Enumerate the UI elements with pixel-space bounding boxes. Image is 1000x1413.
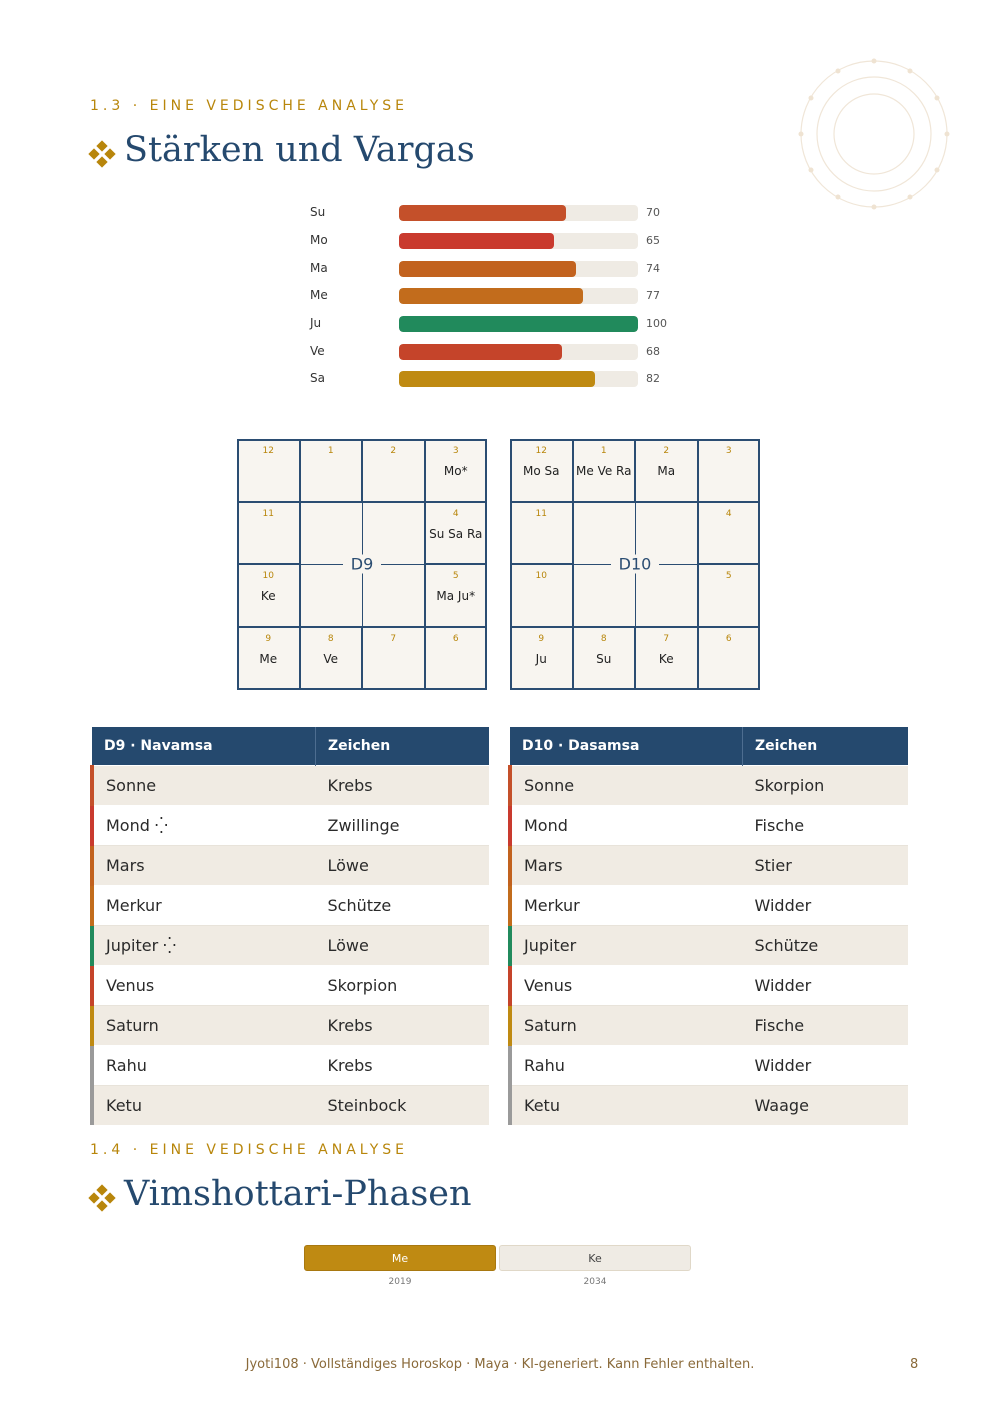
house-cell (698, 627, 761, 690)
house-cell (300, 439, 363, 502)
planet-cell: Mond (510, 806, 743, 846)
sign-cell: Krebs (316, 1006, 490, 1046)
dasha-year: 2034 (583, 1277, 607, 1287)
house-number: 2 (663, 446, 670, 456)
planet-cell: Sonne (510, 766, 743, 806)
chart-center (573, 502, 698, 627)
house-number: 11 (262, 508, 274, 519)
table-row (92, 886, 489, 926)
section-title: Stärken und Vargas (124, 130, 475, 170)
table-row (510, 1086, 908, 1126)
table-row (510, 806, 908, 846)
strength-bar (399, 316, 638, 332)
planet-cell: Jupiter (510, 926, 743, 966)
strength-label: Sa (310, 371, 325, 385)
strength-value: 82 (646, 372, 660, 385)
table-row (510, 1046, 908, 1086)
strength-bar (399, 205, 566, 221)
strength-value: 65 (646, 234, 660, 247)
house-cell (635, 627, 698, 690)
planet-cell: Mars (510, 846, 743, 886)
strength-bar (399, 371, 595, 387)
d9-table (90, 727, 489, 1125)
section-heading (90, 1174, 472, 1214)
section-kicker: 1.4 · EINE VEDISCHE ANALYSE (90, 1142, 409, 1158)
sign-cell: Skorpion (743, 766, 909, 806)
house-number: 12 (262, 446, 274, 456)
house-planets: Ve (323, 652, 339, 667)
house-cell (573, 439, 636, 502)
house-number: 3 (452, 446, 459, 456)
table-header: Zeichen (316, 727, 490, 766)
house-cell (237, 439, 300, 502)
house-cell (237, 627, 300, 690)
diamond-icon (90, 1186, 114, 1210)
house-cell (573, 627, 636, 690)
table-header: Zeichen (743, 727, 909, 766)
d10-table (508, 727, 908, 1125)
planet-cell: Saturn (92, 1006, 316, 1046)
house-number: 12 (535, 446, 547, 456)
d9-chart (237, 439, 487, 690)
sign-cell: Stier (743, 846, 909, 886)
strength-bar (399, 233, 554, 249)
house-cell (510, 502, 573, 565)
house-planets: Me Ve Ra (576, 464, 632, 478)
house-cell (698, 439, 761, 502)
table-row (92, 1046, 489, 1086)
house-planets: Ju (535, 652, 547, 667)
table-row (92, 926, 489, 966)
planet-cell: Sonne (92, 766, 316, 806)
sign-cell: Krebs (316, 766, 490, 806)
house-number: 11 (535, 508, 547, 519)
house-planets: Ke (658, 652, 674, 667)
house-cell (425, 439, 488, 502)
sign-cell: Skorpion (316, 966, 490, 1006)
house-number: 8 (600, 634, 607, 645)
chart-center (300, 502, 425, 627)
strength-bar (399, 261, 576, 277)
planet-cell: Venus (92, 966, 316, 1006)
sign-cell: Steinbock (316, 1086, 490, 1126)
house-number: 8 (327, 634, 334, 645)
section-heading (90, 130, 475, 170)
sign-cell: Krebs (316, 1046, 490, 1086)
house-number: 9 (265, 634, 272, 645)
strength-label: Ma (310, 261, 328, 275)
house-number: 3 (725, 446, 732, 456)
house-number: 6 (452, 634, 459, 645)
strength-value: 77 (646, 289, 660, 302)
house-cell (237, 564, 300, 627)
strength-label: Ju (310, 316, 322, 330)
strength-track (399, 261, 638, 277)
sign-cell: Schütze (316, 886, 490, 926)
house-cell (425, 564, 488, 627)
planet-cell: Saturn (510, 1006, 743, 1046)
strength-track (399, 288, 638, 304)
sign-cell: Widder (743, 1046, 909, 1086)
table-row (510, 926, 908, 966)
sign-cell: Fische (743, 1006, 909, 1046)
house-cell (425, 627, 488, 690)
mandala-ornament (798, 58, 950, 210)
planet-cell: Rahu (92, 1046, 316, 1086)
house-cell (698, 564, 761, 627)
planet-cell: Merkur (92, 886, 316, 926)
house-cell (425, 502, 488, 565)
planet-cell: Rahu (510, 1046, 743, 1086)
sign-cell: Zwillinge (316, 806, 490, 846)
diamond-icon (90, 142, 114, 166)
planet-cell: Ketu (92, 1086, 316, 1126)
strength-label: Me (310, 288, 328, 302)
house-number: 7 (663, 634, 670, 645)
sign-cell: Widder (743, 966, 909, 1006)
house-number: 4 (452, 508, 459, 519)
house-number: 9 (538, 634, 545, 645)
house-number: 10 (535, 571, 547, 582)
page-number: 8 (910, 1357, 919, 1372)
house-planets: Mo* (443, 464, 468, 478)
sign-cell: Fische (743, 806, 909, 846)
strength-track (399, 344, 638, 360)
planet-cell: Mars (92, 846, 316, 886)
strength-track (399, 233, 638, 249)
chart-label (301, 555, 424, 574)
d10-chart (510, 439, 760, 690)
table-row (92, 1006, 489, 1046)
section-title: Vimshottari-Phasen (124, 1174, 472, 1214)
house-number: 6 (725, 634, 732, 645)
house-cell (510, 564, 573, 627)
table-header: D10 · Dasamsa (510, 727, 743, 766)
table-row (510, 846, 908, 886)
planet-cell: Venus (510, 966, 743, 1006)
house-planets: Su Sa Ra (429, 526, 483, 541)
table-row (510, 766, 908, 806)
strength-value: 70 (646, 206, 660, 219)
table-row (92, 766, 489, 806)
planet-cell: Mond ⁛ (92, 806, 316, 846)
sign-cell: Schütze (743, 926, 909, 966)
house-planets: Ma Ju* (436, 589, 476, 604)
sign-cell: Waage (743, 1086, 909, 1126)
house-number: 5 (452, 571, 459, 582)
planet-cell: Ketu (510, 1086, 743, 1126)
house-cell (510, 627, 573, 690)
house-cell (300, 627, 363, 690)
table-row (510, 966, 908, 1006)
house-number: 10 (262, 571, 274, 582)
house-planets: Me (259, 652, 278, 667)
strength-value: 74 (646, 262, 660, 275)
house-cell (698, 502, 761, 565)
table-row (92, 966, 489, 1006)
strength-track (399, 205, 638, 221)
strength-bar (399, 344, 562, 360)
dasha-year: 2019 (388, 1277, 412, 1287)
chart-label (574, 555, 697, 574)
strength-label: Su (310, 205, 326, 219)
house-cell (362, 627, 425, 690)
chart-label-text: D9 (343, 555, 382, 574)
sign-cell: Löwe (316, 926, 490, 966)
planet-cell: Jupiter ⁛ (92, 926, 316, 966)
house-cell (362, 439, 425, 502)
house-cell (237, 502, 300, 565)
house-planets: Su (596, 652, 612, 667)
strength-value: 100 (646, 317, 667, 330)
planet-cell: Merkur (510, 886, 743, 926)
strength-track (399, 316, 638, 332)
house-number: 5 (725, 571, 732, 582)
table-row (92, 1086, 489, 1126)
house-cell (510, 439, 573, 502)
table-row (510, 886, 908, 926)
strength-label: Mo (310, 233, 328, 247)
house-number: 2 (390, 446, 397, 456)
table-row (92, 846, 489, 886)
house-number: 1 (327, 446, 334, 456)
page-footer: Jyoti108 · Vollständiges Horoskop · Maya · KI-generiert. Kann Fehler enthalten. (245, 1357, 755, 1372)
sign-cell: Widder (743, 886, 909, 926)
table-header: D9 · Navamsa (92, 727, 316, 766)
sign-cell: Löwe (316, 846, 490, 886)
strength-track (399, 371, 638, 387)
dasha-period-ke: Ke (499, 1245, 691, 1271)
strength-value: 68 (646, 345, 660, 358)
table-row (510, 1006, 908, 1046)
strength-label: Ve (310, 344, 325, 358)
dasha-period-me: Me (304, 1245, 496, 1271)
table-row (92, 806, 489, 846)
house-cell (635, 439, 698, 502)
house-number: 7 (390, 634, 397, 645)
strength-bar (399, 288, 583, 304)
chart-label-text: D10 (611, 555, 660, 574)
house-planets: Ma (657, 464, 676, 478)
house-planets: Mo Sa (523, 464, 560, 478)
house-number: 4 (725, 508, 732, 519)
section-kicker: 1.3 · EINE VEDISCHE ANALYSE (90, 98, 409, 114)
house-number: 1 (600, 446, 607, 456)
house-planets: Ke (260, 589, 276, 604)
